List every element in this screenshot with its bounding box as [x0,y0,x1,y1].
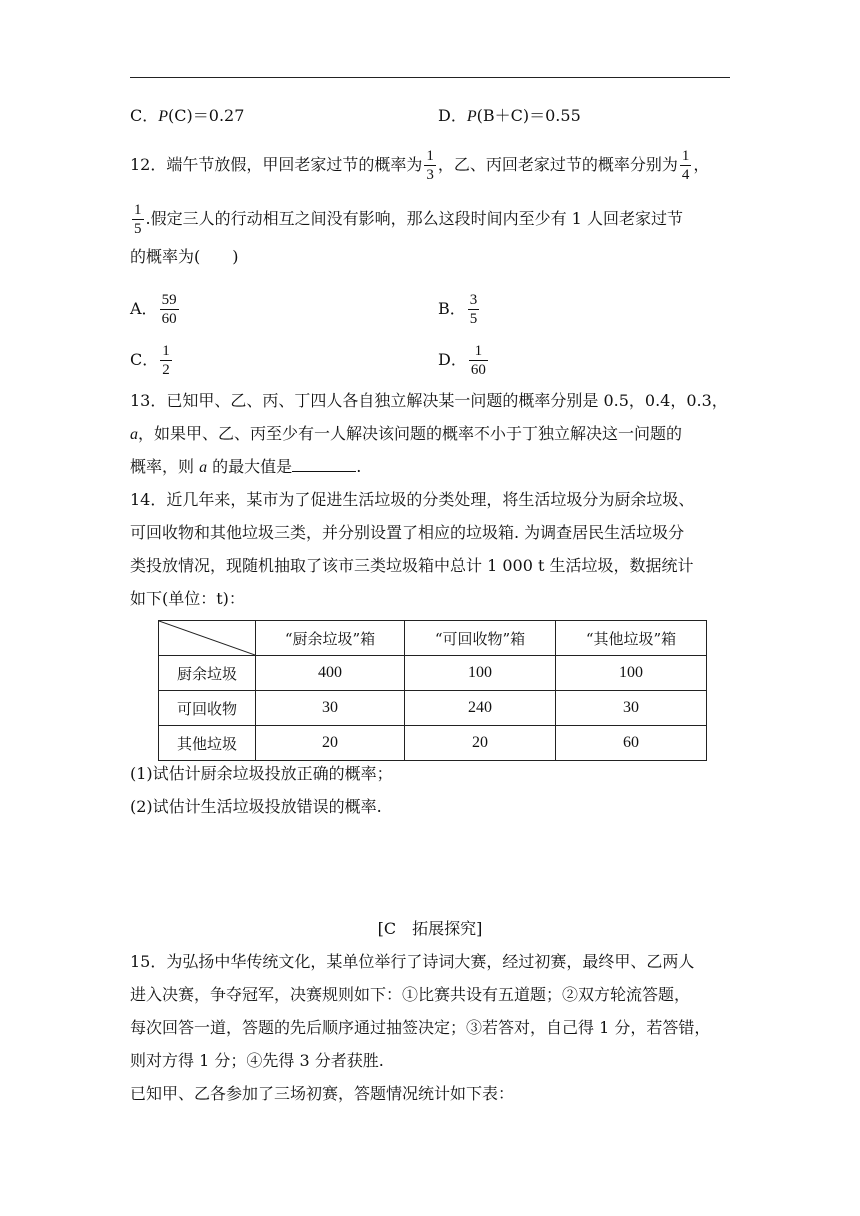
q13-line-1: 13．已知甲、乙、丙、丁四人各自独立解决某一问题的概率分别是 0.5，0.4，0.3， [130,391,728,410]
q12-option-a: A． $\frac{59}{60}$ [130,292,177,327]
column-header: “可回收物”箱 [405,621,556,656]
table-header-row [159,621,707,656]
table-row [159,656,707,691]
fraction-1-4: $\frac{1}{4}$ [681,148,690,183]
row-label: 厨余垃圾 [159,656,256,691]
q12-option-d: D． $\frac{1}{60}$ [438,343,486,378]
table-cell: 100 [405,656,556,691]
q13-line-3: 概率，则 a 的最大值是 . [130,457,362,476]
q14-subquestion-2: (2)试估计生活垃圾投放错误的概率. [130,797,382,816]
q14-line-1: 14．近几年来，某市为了促进生活垃圾的分类处理，将生活垃圾分为厨余垃圾、 [130,490,695,509]
section-title: [C 拓展探究] [377,919,483,938]
q12-option-c: C． $\frac{1}{2}$ [130,343,170,378]
diagonal-line [159,621,255,655]
table-cell: 20 [405,726,556,761]
q14-line-3: 类投放情况，现随机抽取了该市三类垃圾箱中总计 1 000 t 生活垃圾，数据统计 [130,556,694,575]
q15-line-1: 15．为弘扬中华传统文化，某单位举行了诗词大赛，经过初赛，最终甲、乙两人 [130,952,695,971]
column-header: “厨余垃圾”箱 [256,621,405,656]
table-cell: 30 [256,691,405,726]
fraction-1-3: $\frac{1}{3}$ [426,148,434,183]
q15-line-2: 进入决赛，争夺冠军，决赛规则如下：①比赛共设有五道题；②双方轮流答题， [130,985,691,1004]
q15-line-3: 每次回答一道，答题的先后顺序通过抽签决定；③若答对，自己得 1 分，若答错， [130,1018,711,1037]
q12-option-b: B． $\frac{3}{5}$ [438,292,478,327]
q14-subquestion-1: (1)试估计厨余垃圾投放正确的概率； [130,764,393,783]
row-label: 其他垃圾 [159,726,256,761]
table-cell: 60 [556,726,707,761]
header-rule [130,77,730,78]
q15-line-5: 已知甲、乙各参加了三场初赛，答题情况统计如下表： [130,1084,515,1103]
q12-line-2: $\frac{1}{5}$ .假定三人的行动相互之间没有影响，那么这段时间内至少有 1 人回老家过节 [134,202,683,237]
row-label: 可回收物 [159,691,256,726]
q15-line-4: 则对方得 1 分；④先得 3 分者获胜. [130,1051,384,1070]
q14-line-2: 可回收物和其他垃圾三类，并分别设置了相应的垃圾箱. 为调查居民生活垃圾分 [130,523,685,542]
q11-option-c: C．P(C)＝0.27 [130,106,245,125]
table-cell: 400 [256,656,405,691]
fraction-1-5: $\frac{1}{5}$ [134,202,142,237]
q12-line-1: 12．端午节放假，甲回老家过节的概率为 $\frac{1}{3}$ ，乙、丙回老家过节的概率分别为 $\frac{1}{4}$ ， [130,148,710,183]
q12-line-3: 的概率为( ) [130,247,239,266]
answer-blank [292,457,356,472]
table-row [159,726,707,761]
q11-option-d: D．P(B＋C)＝0.55 [438,106,581,125]
column-header: “其他垃圾”箱 [556,621,707,656]
garbage-table [158,620,707,761]
table-cell: 20 [256,726,405,761]
table-row [159,691,707,726]
table-cell: 240 [405,691,556,726]
q14-line-4: 如下(单位：t)： [130,589,245,608]
table-cell: 100 [556,656,707,691]
q13-line-2: a，如果甲、乙、丙至少有一人解决该问题的概率不小于丁独立解决这一问题的 [130,424,683,443]
diagonal-header-cell [159,621,256,656]
table-cell: 30 [556,691,707,726]
